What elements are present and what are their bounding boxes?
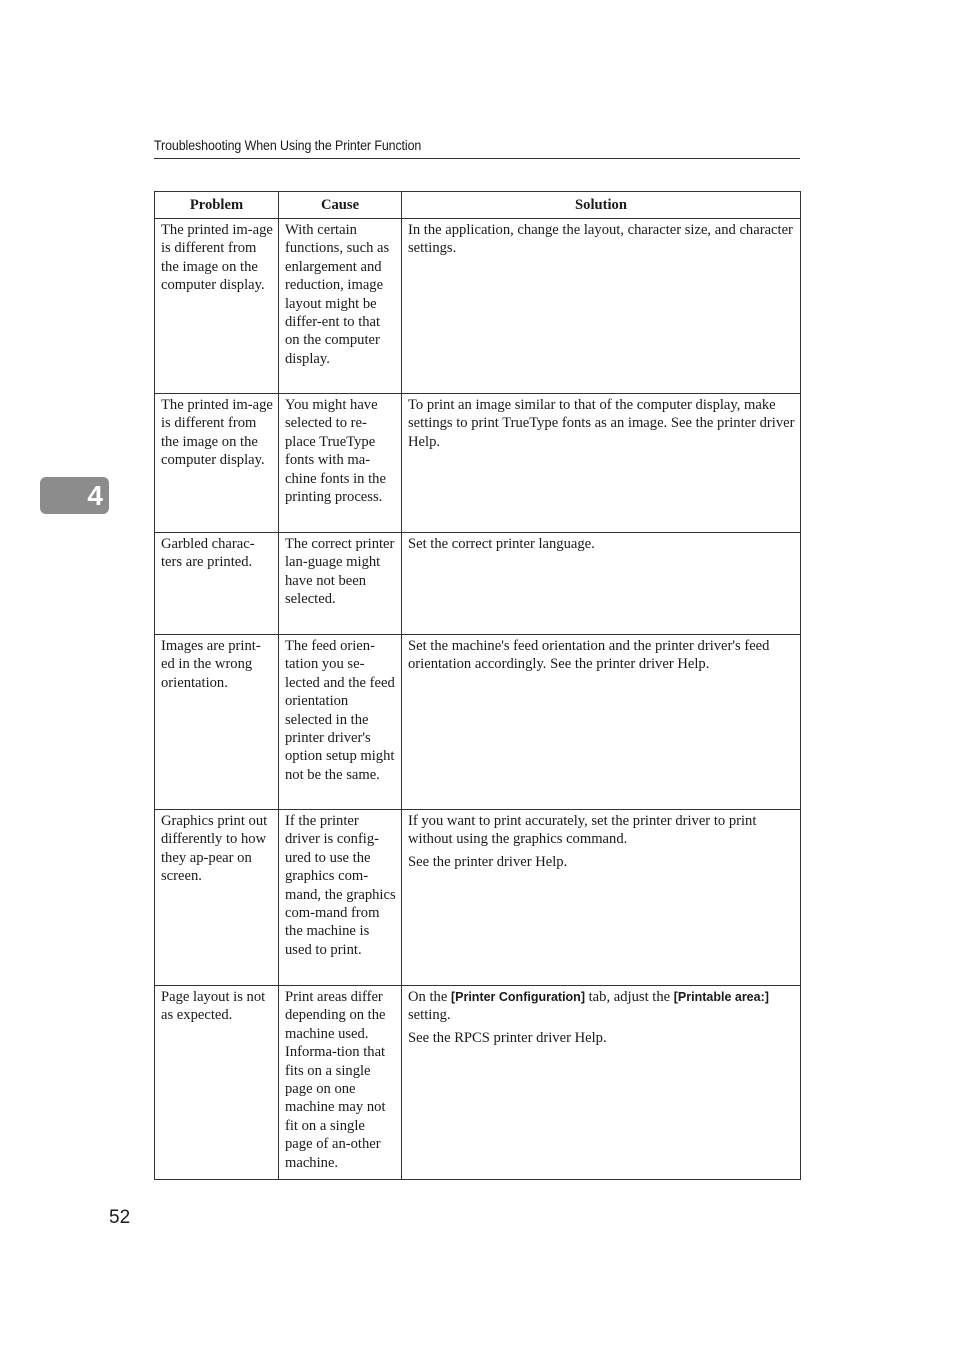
cause-cell [279,219,402,394]
column-header-solution: Solution [402,192,801,219]
problem-text: Garbled charac-ters are printed. [161,536,255,571]
cause-text: You might have selected to re-place TrueType fonts with ma-chine fonts in the printing process. [285,397,386,506]
problem-cell [155,219,279,394]
cause-cell [279,986,402,1180]
solution-text: Set the machine's feed orientation and the printer driver's feed orientation accordingly. See the printer driver Help. [408,638,770,673]
solution-cell [402,810,801,986]
problem-cell [155,394,279,533]
solution-cell [402,219,801,394]
running-header: Troubleshooting When Using the Printer Function [154,138,422,153]
solution-text-mid: tab, adjust the [584,989,674,1005]
solution-text [408,988,795,1025]
table-row [155,394,801,533]
page-number: 52 [109,1207,131,1228]
header-rule [154,158,800,159]
chapter-tab: 4 [40,477,109,514]
solution-cell [402,533,801,635]
problem-cell [155,635,279,810]
problem-text: Page layout is not as expected. [161,989,266,1024]
table-row [155,533,801,635]
table-row [155,810,801,986]
table-row [155,986,801,1180]
cause-cell [279,635,402,810]
printer-configuration-tab-label: [Printer Configuration] [450,990,585,1004]
problem-text: The printed im-age is different from the image on the computer display. [161,397,273,469]
problem-cell [155,986,279,1180]
solution-cell [402,986,801,1180]
cause-cell [279,810,402,986]
solution-text: Set the correct printer language. [408,536,595,552]
table-row [155,219,801,394]
solution-text: To print an image similar to that of the computer display, make settings to print TrueType fonts as an image. See the printer driver Help. [408,397,795,450]
table-row [155,635,801,810]
solution-cell [402,635,801,810]
solution-text-extra: See the RPCS printer driver Help. [408,1029,607,1046]
problem-text: Images are print-ed in the wrong orientation. [161,638,261,691]
solution-text-pre: On the [408,989,451,1005]
cause-text: Print areas differ depending on the machine used. Informa-tion that fits on a single page on one machine may not fit on a single page of an-other machine. [285,989,386,1171]
column-header-problem: Problem [155,192,279,219]
printable-area-setting-label: [Printable area:] [673,990,769,1004]
solution-text-post: setting. [408,1007,451,1024]
table-header-row [155,192,801,219]
solution-cell [402,394,801,533]
problem-cell [155,533,279,635]
cause-text: If the printer driver is config-ured to use the graphics com-mand, the graphics com-mand from the machine is used to print. [285,813,396,958]
problem-text: Graphics print out differently to how they ap-pear on screen. [161,813,268,885]
cause-text: With certain functions, such as enlargement and reduction, image layout might be differ-ent to that on the computer display. [285,222,390,367]
troubleshooting-table [154,191,801,1180]
cause-text: The correct printer lan-guage might have not been selected. [285,536,395,608]
cause-cell [279,533,402,635]
solution-text: If you want to print accurately, set the printer driver to print without using the graphics command. [408,813,757,848]
solution-text-extra: See the printer driver Help. [408,853,568,870]
problem-cell [155,810,279,986]
problem-text: The printed im-age is different from the image on the computer display. [161,222,273,294]
cause-cell [279,394,402,533]
cause-text: The feed orien-tation you se-lected and the feed orientation selected in the printer driver's option setup might not be the same. [285,638,395,783]
solution-text: In the application, change the layout, character size, and character settings. [408,222,793,257]
column-header-cause: Cause [279,192,402,219]
